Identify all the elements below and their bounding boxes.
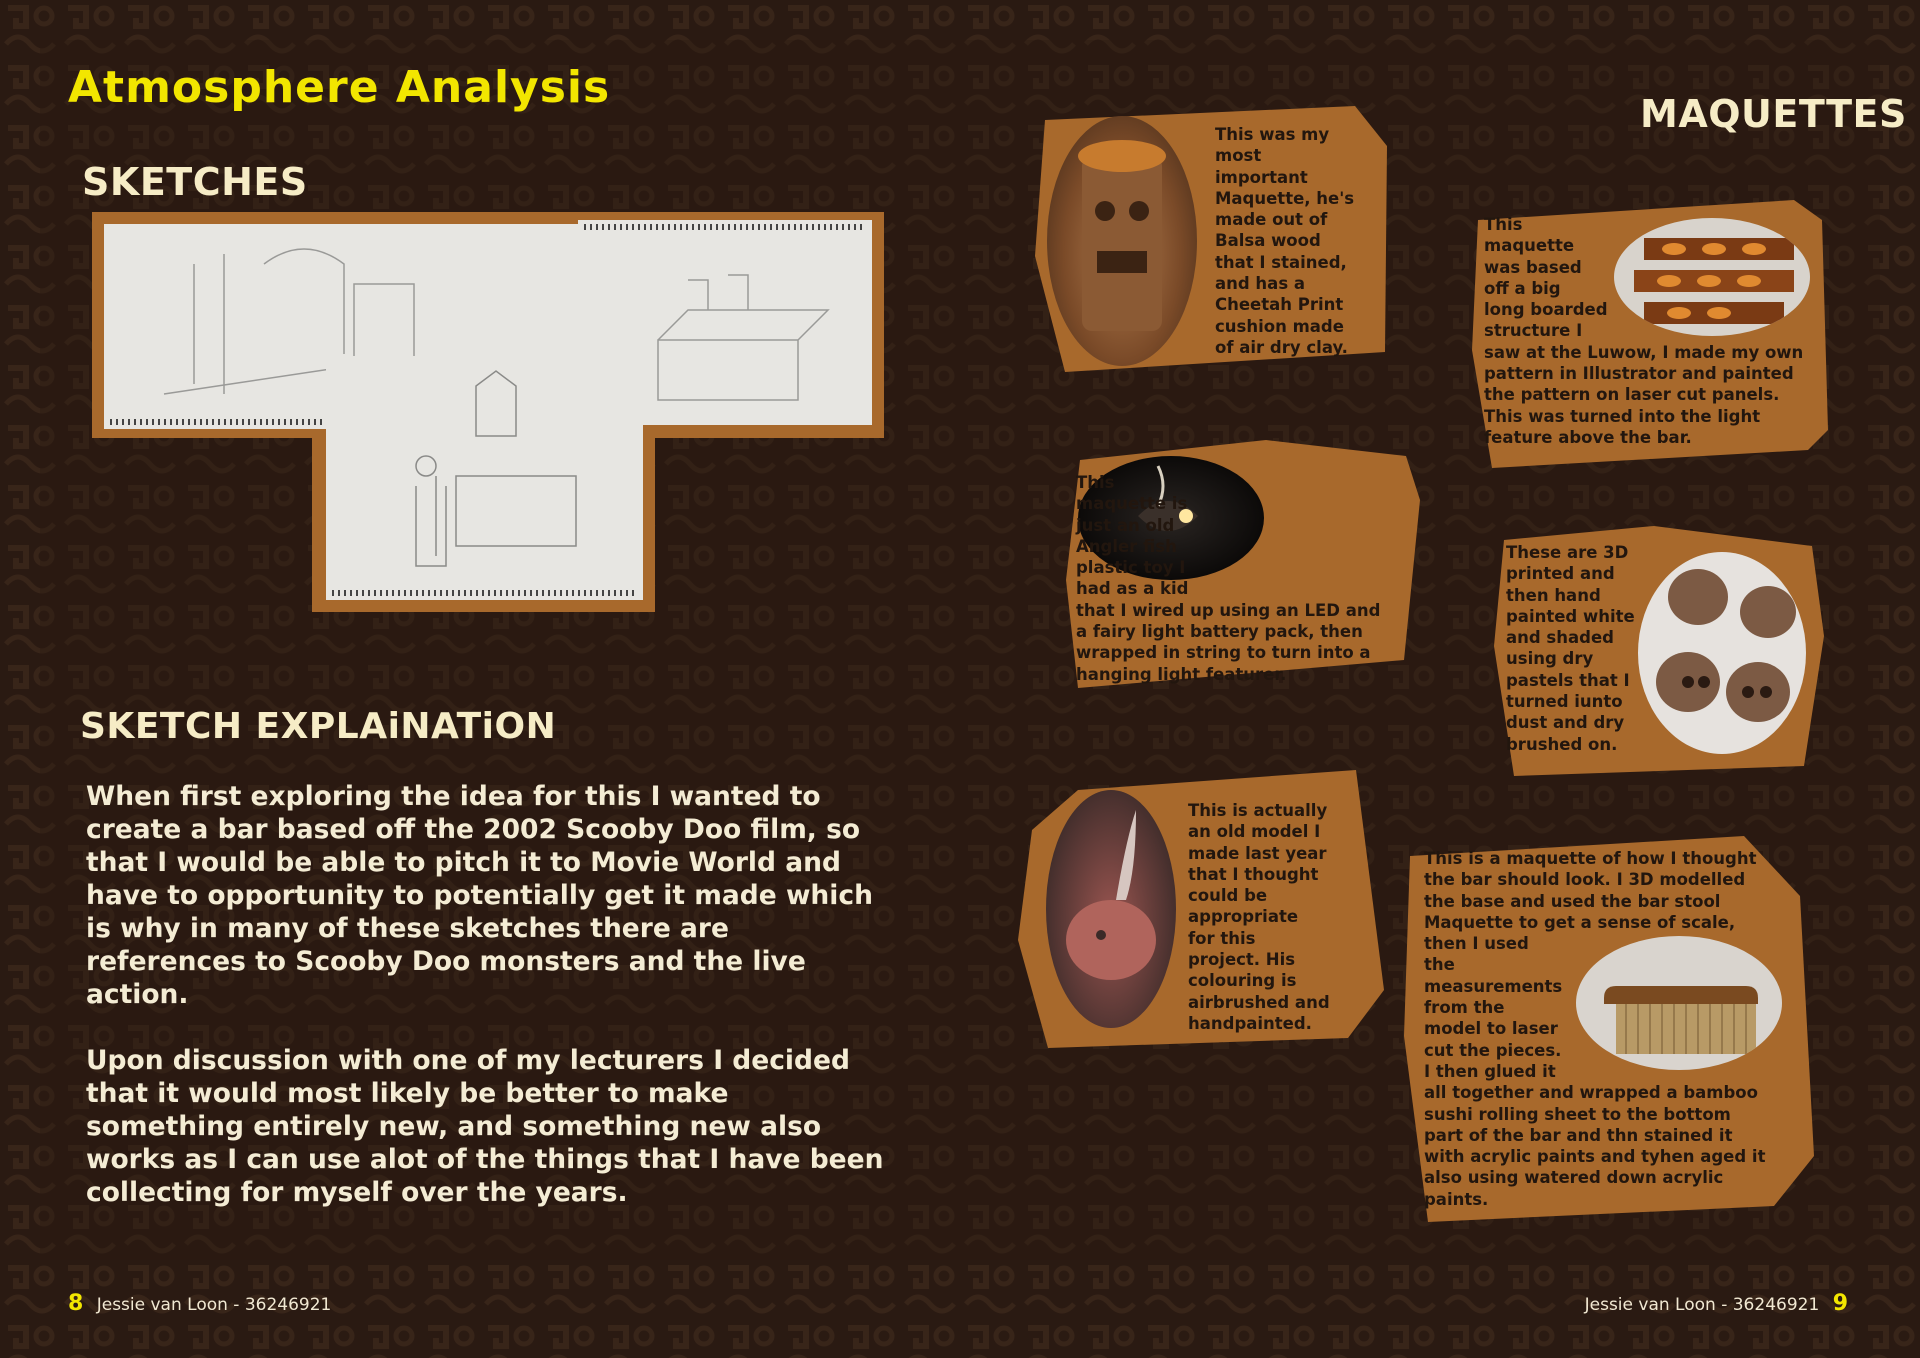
- monster-head-icon: [1046, 790, 1176, 1028]
- sketchbook-rings: [584, 224, 866, 230]
- maquette-card-tiki: [1035, 106, 1395, 372]
- tiki-photo: [1047, 116, 1197, 366]
- tiki-statue-icon: [1047, 116, 1197, 366]
- maquette-card-skulls: [1494, 526, 1824, 776]
- sketch-explanation-text: When first exploring the idea for this I wanted to create a bar based off the 2002 Scooby Doo film, so that I would be able to pitch it to Movie World and have to opportunity to potentially get it made which is why in many of these sketches there are references to Scooby Doo monsters and the live action. Upon discussion with one of my lecturers I decided that it would most likely be better to make something entirely new, and something new also works as I can use alot of the things that I have been collecting for myself over the years.: [86, 781, 884, 1208]
- footer-right: [1585, 1291, 1848, 1316]
- maquette-card-monster: [1018, 770, 1384, 1048]
- maquette-text-skulls: These are 3D printed and then hand painted white and shaded using dry pastels that I turned iunto dust and dry brushed on.: [1506, 543, 1635, 754]
- page-number-left: 8: [68, 1291, 84, 1316]
- page-title: Atmosphere Analysis: [68, 62, 611, 113]
- sketch-image-3: [326, 356, 643, 600]
- author-right: Jessie van Loon - 36246921: [1584, 1295, 1820, 1315]
- page-number-right: 9: [1832, 1291, 1848, 1316]
- footer-left: [68, 1291, 331, 1316]
- maquette-text-monster: This is actually an old model I made last year that I thought could be appropriate for this project. His colouring is airbrushed and handpainted.: [1188, 801, 1330, 1033]
- author-left: Jessie van Loon - 36246921: [96, 1295, 332, 1315]
- sketch-drawing-icon: [326, 356, 643, 600]
- sketch-collage: [92, 212, 884, 612]
- skulls-photo: [1638, 552, 1806, 754]
- maquette-card-bar: [1404, 836, 1814, 1222]
- monster-photo: [1046, 790, 1176, 1028]
- maquette-text-tiki: This was my most important Maquette, he's made out of Balsa wood that I stained, and has a Cheetah Print cushion made of air dry clay.: [1215, 125, 1355, 357]
- maquette-text-angler: This maquette is just an old Angler fish plastic toy I had as a kid that I wired up using an LED and a fairy light battery pack, then wrapped in string to turn into a hanging light featurer.: [1076, 473, 1381, 684]
- maquettes-heading: MAQUETTES: [1640, 92, 1907, 136]
- maquette-text-pattern: This maquette was based off a big long boarded structure I saw at the Luwow, I made my own pattern in Illustrator and painted the pattern on laser cut panels. This was turned into the light feature above the bar.: [1484, 215, 1804, 447]
- maquette-card-pattern: [1472, 200, 1828, 468]
- maquette-card-angler: [1066, 440, 1420, 688]
- sketchbook-rings: [332, 590, 637, 596]
- sketches-heading: SKETCHES: [82, 160, 308, 204]
- explanation-heading: SKETCH EXPLAiNATiON: [80, 706, 557, 747]
- maquette-text-bar: This is a maquette of how I thought the bar should look. I 3D modelled the base and used the bar stool Maquette to get a sense of scale, then I used the measurements from the model to laser cut the pieces. I then glued it all together and wrapped a bamboo sushi rolling sheet to the bottom part of the bar and thn stained it with acrylic paints and tyhen aged it also using watered down acrylic paints.: [1424, 849, 1766, 1209]
- skulls-icon: [1638, 552, 1806, 754]
